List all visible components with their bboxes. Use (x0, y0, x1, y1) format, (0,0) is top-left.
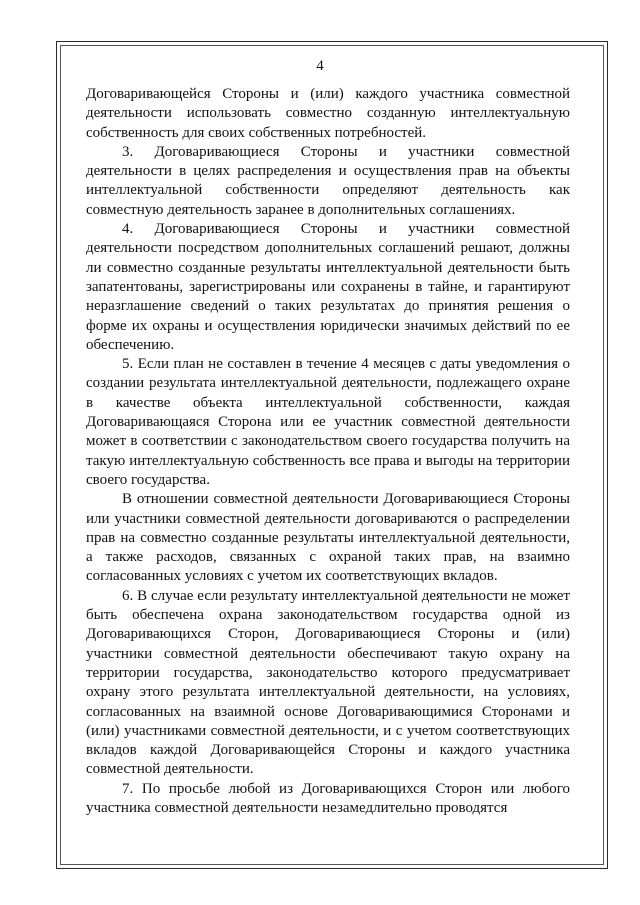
paragraph-clause-3: 3. Договаривающиеся Стороны и участники совместной деятельности в целях распределения и осуществления прав на объекты интеллектуальной собственности определяют деятельность как совместную деятельность заранее в дополнительных соглашениях. (86, 143, 570, 218)
document-body (86, 85, 570, 818)
page-number: 4 (316, 58, 324, 74)
paragraph-clause-4: 4. Договаривающиеся Стороны и участники совместной деятельности посредством дополнительных соглашений решают, должны ли совместно созданные результаты интеллектуальной деятельности быть запатентованы, зарегистрированы или сохранены в тайне, и гарантируют неразглашение сведений о таких результатах до принятия решения о форме их охраны и осуществления юридически значимых действий по ее обеспечению. (86, 221, 570, 353)
paragraph-joint-activity: В отношении совместной деятельности Договаривающиеся Стороны или участники совместной деятельности договариваются о распределении прав на совместно созданные результаты интеллектуальной деятельности, а также расходов, связанных с охраной таких прав, на взаимно согласованных условиях с учетом их соответствующих вкладов. (86, 491, 570, 585)
paragraph-clause-5: 5. Если план не составлен в течение 4 месяцев с даты уведомления о создании результата интеллектуальной деятельности, подлежащего охране в качестве объекта интеллектуальной собственности, каждая Договаривающаяся Сторона или ее участник совместной деятельности может в соответствии с законодательством своего государства получить на такую интеллектуальную собственность все права и выгоды на территории своего государства. (86, 356, 570, 488)
paragraph-clause-7: 7. По просьбе любой из Договаривающихся Сторон или любого участника совместной деятельности незамедлительно проводятся (86, 780, 570, 816)
paragraph-continuation: Договаривающейся Стороны и (или) каждого участника совместной деятельности использовать совместно созданную интеллектуальную собственность для своих собственных потребностей. (86, 86, 570, 141)
paragraph-clause-6: 6. В случае если результату интеллектуальной деятельности не может быть обеспечена охрана законодательством государства одной из Договаривающихся Сторон, Договаривающиеся Стороны и (или) участники совместной деятельности обеспечивают такую охрану на территории государства, законодательство которого предусматривает охрану этого результата интеллектуальной деятельности, на условиях, согласованных на взаимной основе Договаривающимися Сторонами и (или) участниками совместной деятельности, и с учетом соответствующих вкладов каждой Договаривающейся Стороны и каждого участника совместной деятельности. (86, 587, 570, 778)
